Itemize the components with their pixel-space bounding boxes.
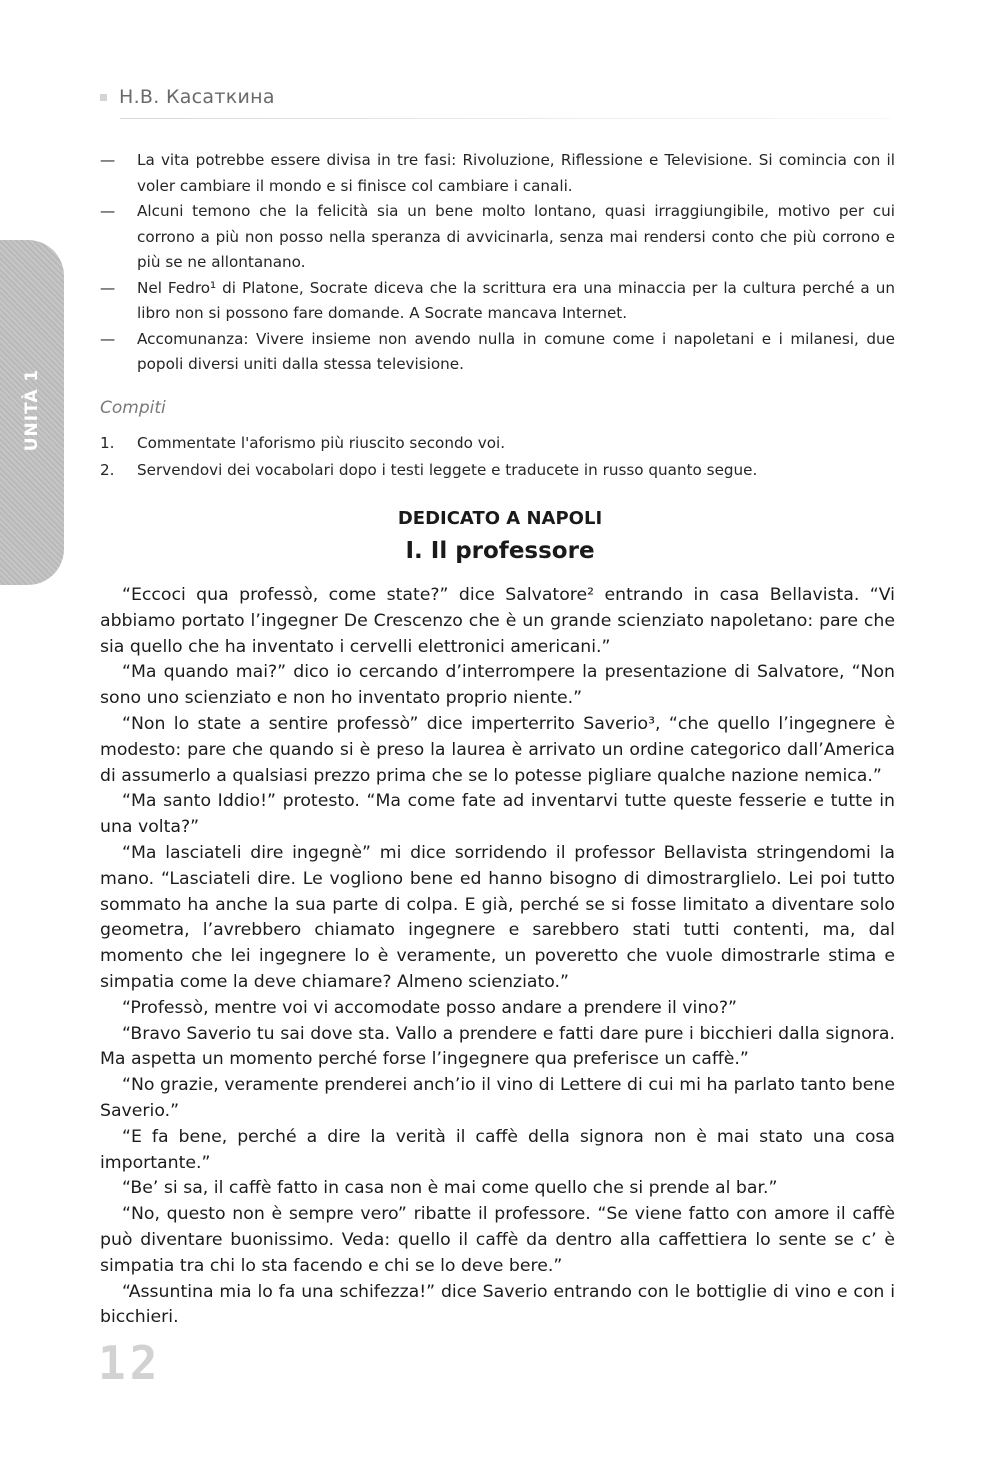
story-paragraph: “Eccoci qua professò, come state?” dice Salvatore² entrando in casa Bellavista. “Vi abbiamo portato l’ingegner De Crescenzo che è un grande scienziato napoletano: pare che sia quello che ha inventato i cervelli elettronici americani.” (100, 585, 895, 657)
task-list (100, 430, 895, 484)
story-paragraph: “Bravo Saverio tu sai dove sta. Vallo a prendere e fatti dare pure i bicchieri dalla signora. Ma aspetta un momento perché forse l’ingegnere qua preferisce un caffè.” (100, 1023, 895, 1070)
tasks-heading: Compiti (100, 398, 166, 418)
aphorism-list (100, 148, 895, 378)
task-number: 2. (100, 461, 115, 479)
story-paragraph: “Professò, mentre voi vi accomodate posso andare a prendere il vino?” (122, 997, 737, 1018)
task-number: 1. (100, 434, 115, 452)
story-paragraph: “E fa bene, perché a dire la verità il caffè della signora non è mai stato una cosa importante.” (100, 1126, 895, 1173)
story-text (100, 583, 895, 1331)
dash-bullet: — (100, 278, 116, 297)
chapter-title: I. Il professore (405, 538, 595, 564)
page-number: 12 (98, 1336, 162, 1390)
aphorism-item (100, 276, 895, 327)
header-divider (120, 118, 890, 119)
story-paragraph: “Ma santo Iddio!” protesto. “Ma come fate ad inventarvi tutte queste fesserie e tutte in una volta?” (100, 791, 895, 838)
story-paragraph: “Assuntina mia lo fa una schifezza!” dice Saverio entrando con le bottiglie di vino e con i bicchieri. (100, 1281, 895, 1328)
task-text: Commentate l'aforismo più riuscito secondo voi. (137, 434, 506, 452)
aphorism-item (100, 327, 895, 378)
story-paragraph: “No grazie, veramente prenderei anch’io il vino di Lettere di cui mi ha parlato tanto bene Saverio.” (100, 1075, 895, 1121)
story-paragraph: “No, questo non è sempre vero” ribatte il professore. “Se viene fatto con amore il caffè può diventare buonissimo. Veda: quello il caffè da dentro alla caffettiera lo sente se c’ è simpatia tra chi lo sta facendo e chi se lo deve bere.” (100, 1204, 895, 1276)
story-paragraph: “Be’ si sa, il caffè fatto in casa non è mai come quello che si prende al bar.” (122, 1178, 778, 1199)
aphorism-item (100, 148, 895, 199)
story-paragraph: “Non lo state a sentire professò” dice imperterrito Saverio³, “che quello l’ingegnere è modesto: pare che quando si è preso la laurea è arrivato un ordine categorico dall’America di assumerlo a qualsiasi prezzo prima che se lo potesse pigliare qualche nazione nemica.” (100, 713, 895, 786)
unit-side-tab-label: UNITÀ 1 (22, 368, 42, 452)
aphorism-text: La vita potrebbe essere divisa in tre fasi: Rivoluzione, Riflessione e Televisione. Si comincia con il voler cambiare il mondo e si finisce col cambiare i canali. (137, 151, 895, 195)
aphorism-text: Alcuni temono che la felicità sia un bene molto lontano, quasi irraggiungibile, motivo per cui corrono a più non posso nella speranza di avvicinarla, senza mai rendersi conto che più corrono e più se ne allontanano. (137, 202, 895, 271)
unit-side-tab (0, 240, 64, 585)
task-item (100, 430, 895, 457)
header-author: Н.В. Касаткина (119, 86, 275, 108)
task-text: Servendovi dei vocabolari dopo i testi leggete e traducete in russo quanto segue. (137, 461, 758, 479)
story-paragraph: “Ma lasciateli dire ingegnè” mi dice sorridendo il professor Bellavista stringendomi la mano. “Lasciateli dire. Le vogliono bene ed hanno bisogno di dimostrarglielo. Lei poi tutto sommato ha anche la sua parte di colpa. E già, perché se si fosse limitato a diventare solo geometra, l’avrebbero chiamato ingegnere e sarebbero stati tutti contenti, ma, dal momento che lei ingegnere lo è veramente, un poveretto che vuole dimostrarle stima e simpatia come la deve chiamare? Almeno scienziato.” (100, 842, 895, 992)
aphorism-text: Accomunanza: Vivere insieme non avendo nulla in comune come i napoletani e i milanesi, due popoli diversi uniti dalla stessa televisione. (137, 329, 895, 373)
dash-bullet: — (100, 329, 116, 348)
dash-bullet: — (100, 151, 116, 169)
story-paragraph: “Ma quando mai?” dico io cercando d’interrompere la presentazione di Salvatore, “Non sono uno scienziato e non ho inventato proprio niente.” (100, 662, 895, 709)
header-bullet-icon (100, 94, 107, 101)
dash-bullet: — (100, 202, 116, 220)
running-header (100, 86, 275, 108)
aphorism-text: Nel Fedro¹ di Platone, Socrate diceva che la scrittura era una minaccia per la cultura perché a un libro non si possono fare domande. A Socrate mancava Internet. (137, 278, 895, 322)
task-item (100, 457, 895, 484)
aphorism-item (100, 199, 895, 276)
section-title: DEDICATO A NAPOLI (397, 508, 603, 529)
